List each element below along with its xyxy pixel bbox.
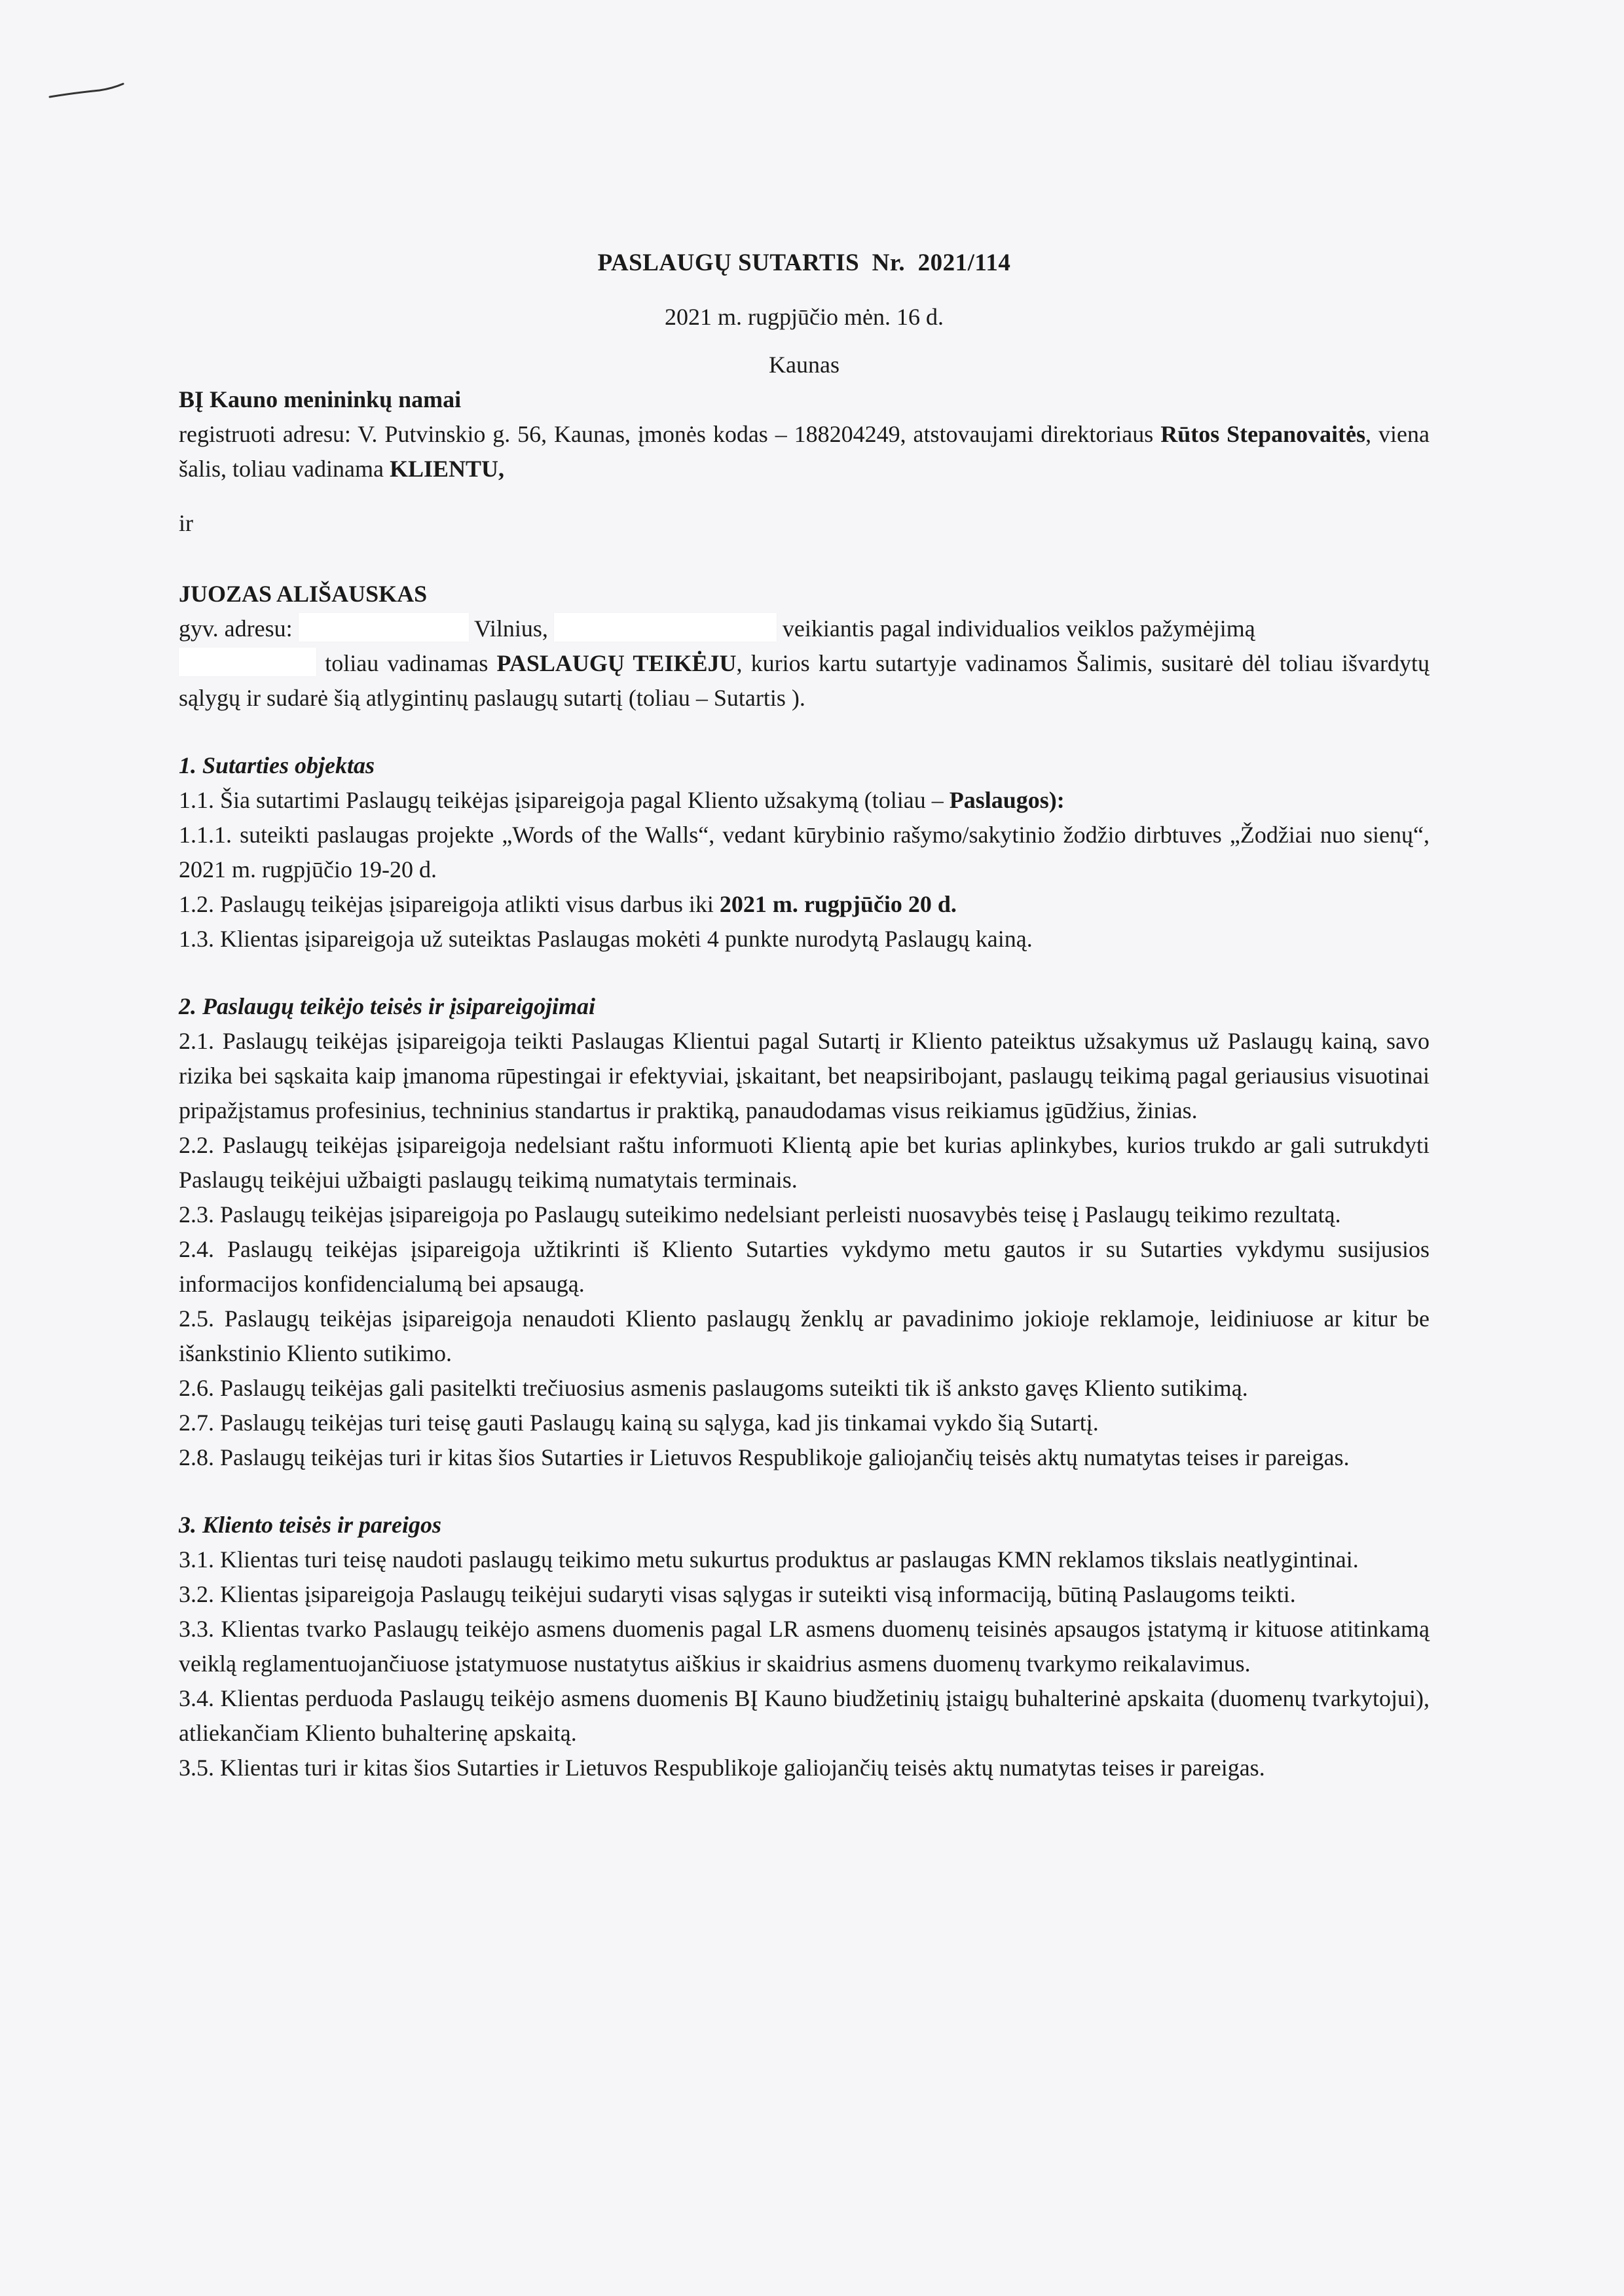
provider-address-label: gyv. adresu: xyxy=(179,615,293,642)
clause-1-2-text: 1.2. Paslaugų teikėjas įsipareigoja atlikti visus darbus iki xyxy=(179,891,720,917)
clause-1-1-1: 1.1.1. suteikti paslaugas projekte „Words of the Walls“, vedant kūrybinio rašymo/sakytinio žodžio dirbtuves „Žodžiai nuo sienų“, 2021 m. rugpjūčio 19-20 d. xyxy=(179,822,1430,883)
clause-3-2: 3.2. Klientas įsipareigoja Paslaugų teikėjui sudaryti visas sąlygas ir suteikti visą informaciją, būtiną Paslaugoms teikti. xyxy=(179,1581,1296,1607)
section-2-heading: 2. Paslaugų teikėjo teisės ir įsipareigojimai xyxy=(179,993,596,1019)
client-address-line: registruoti adresu: V. Putvinskio g. 56, Kaunas, įmonės kodas – 188204249, atstovaujami direktoriaus xyxy=(179,421,1154,447)
provider-line-c: dėl toliau išvardytų sąlygų ir sudarė šią atlygintinų paslaugų sutartį (toliau – Sutartis ). xyxy=(179,650,1430,711)
client-details xyxy=(179,417,1430,486)
clause-2-6: 2.6. Paslaugų teikėjas gali pasitelkti trečiuosius asmenis paslaugoms suteikti tik iš anksto gavęs Kliento sutikimą. xyxy=(179,1375,1248,1401)
document-date: 2021 m. rugpjūčio mėn. 16 d. xyxy=(665,304,944,330)
clause-3-5: 3.5. Klientas turi ir kitas šios Sutarties ir Lietuvos Respublikoje galiojančių teisės aktų numatytas teises ir pareigas. xyxy=(179,1755,1265,1781)
pen-stroke-mark xyxy=(47,77,126,103)
provider-line-b: toliau vadinamas xyxy=(325,650,497,676)
section-3-heading: 3. Kliento teisės ir pareigos xyxy=(179,1512,442,1538)
client-line-rest: , viena šalis, toliau vadinama xyxy=(179,421,1430,482)
redacted-license-number xyxy=(179,647,316,676)
clause-2-8: 2.8. Paslaugų teikėjas turi ir kitas šios Sutarties ir Lietuvos Respublikoje galiojančių teisės aktų numatytas teises ir pareigas. xyxy=(179,1444,1350,1470)
client-name: BĮ Kauno menininkų namai xyxy=(179,386,462,412)
clause-2-2: 2.2. Paslaugų teikėjas įsipareigoja nedelsiant raštu informuoti Klientą apie bet kurias aplinkybes, kurios trukdo ar gali sutrukdyti Paslaugų teikėjui užbaigti paslaugų teikimą numatytais terminais. xyxy=(179,1132,1430,1193)
document-title: PASLAUGŲ SUTARTIS Nr. 2021/114 xyxy=(597,249,1011,276)
redacted-address xyxy=(554,613,777,642)
clause-2-5: 2.5. Paslaugų teikėjas įsipareigoja nenaudoti Kliento paslaugų ženklų ar pavadinimo jokioje reklamoje, leidiniuose ar kitur be išankstinio Kliento sutikimo. xyxy=(179,1305,1430,1366)
provider-city: Vilnius, xyxy=(473,615,548,642)
clause-1-2-date: 2021 m. rugpjūčio 20 d. xyxy=(719,891,957,917)
contract-body xyxy=(179,246,1430,1785)
provider-line-b-rest: , kurios kartu sutartyje vadinamos Šalimis, susitarė xyxy=(736,650,1234,676)
clause-2-7: 2.7. Paslaugų teikėjas turi teisę gauti Paslaugų kainą su sąlyga, kad jis tinkamai vykdo šią Sutartį. xyxy=(179,1410,1099,1436)
provider-license-text: veikiantis pagal individualios veiklos pažymėjimą xyxy=(782,615,1255,642)
clause-1-1-text: 1.1. Šia sutartimi Paslaugų teikėjas įsipareigoja pagal Kliento užsakymą (toliau – xyxy=(179,787,950,813)
clause-3-1: 3.1. Klientas turi teisę naudoti paslaugų teikimo metu sukurtus produktus ar paslaugas KMN reklamos tikslais neatlygintinai. xyxy=(179,1546,1359,1573)
clause-3-4: 3.4. Klientas perduoda Paslaugų teikėjo asmens duomenis BĮ Kauno biudžetinių įstaigų buhalterinė apskaita (duomenų tvarkytojui), atliekančiam Kliento buhalterinę apskaitą. xyxy=(179,1685,1430,1746)
clause-3-3: 3.3. Klientas tvarko Paslaugų teikėjo asmens duomenis pagal LR asmens duomenų teisinės apsaugos įstatymą ir kituose atitinkamą veiklą reglamentuojančiuose įstatymuose nustatytus aiškius ir skaidrius asmens duomenų tvarkymo reikalavimus. xyxy=(179,1616,1430,1677)
clause-2-4: 2.4. Paslaugų teikėjas įsipareigoja užtikrinti iš Kliento Sutarties vykdymo metu gautos ir su Sutarties vykdymu susijusios informacijos konfidencialumą bei apsaugą. xyxy=(179,1236,1430,1297)
provider-address-line xyxy=(179,611,1430,646)
clause-1-1 xyxy=(179,783,1430,818)
redacted-street xyxy=(299,613,469,642)
clause-1-2 xyxy=(179,887,1430,922)
clause-2-1: 2.1. Paslaugų teikėjas įsipareigoja teikti Paslaugas Klientui pagal Sutartį ir Kliento pateiktus užsakymus už Paslaugų kainą, savo rizika bei sąskaita kaip įmanoma rūpestingai ir efektyviai, įskaitant, bet neapsiribojant, paslaugų teikimą pagal geriausius visuotinai pripažįstamus profesinius, techninius standartus ir praktiką, panaudodamas visus reikiamus įgūdžius, žinias. xyxy=(179,1028,1430,1123)
client-director: Rūtos Stepanovaitės xyxy=(1160,421,1366,447)
document-city: Kaunas xyxy=(769,352,840,378)
section-1-heading: 1. Sutarties objektas xyxy=(179,752,375,778)
provider-details xyxy=(179,646,1430,716)
provider-role: PASLAUGŲ TEIKĖJU xyxy=(496,650,737,676)
clause-1-1-bold: Paslaugos): xyxy=(949,787,1065,813)
client-role: KLIENTU, xyxy=(389,456,504,482)
and-word: ir xyxy=(179,510,193,536)
clause-1-3: 1.3. Klientas įsipareigoja už suteiktas Paslaugas mokėti 4 punkte nurodytą Paslaugų kainą. xyxy=(179,926,1033,952)
provider-name: JUOZAS ALIŠAUSKAS xyxy=(179,581,428,607)
clause-2-3: 2.3. Paslaugų teikėjas įsipareigoja po Paslaugų suteikimo nedelsiant perleisti nuosavybės teisę į Paslaugų teikimo rezultatą. xyxy=(179,1201,1341,1228)
